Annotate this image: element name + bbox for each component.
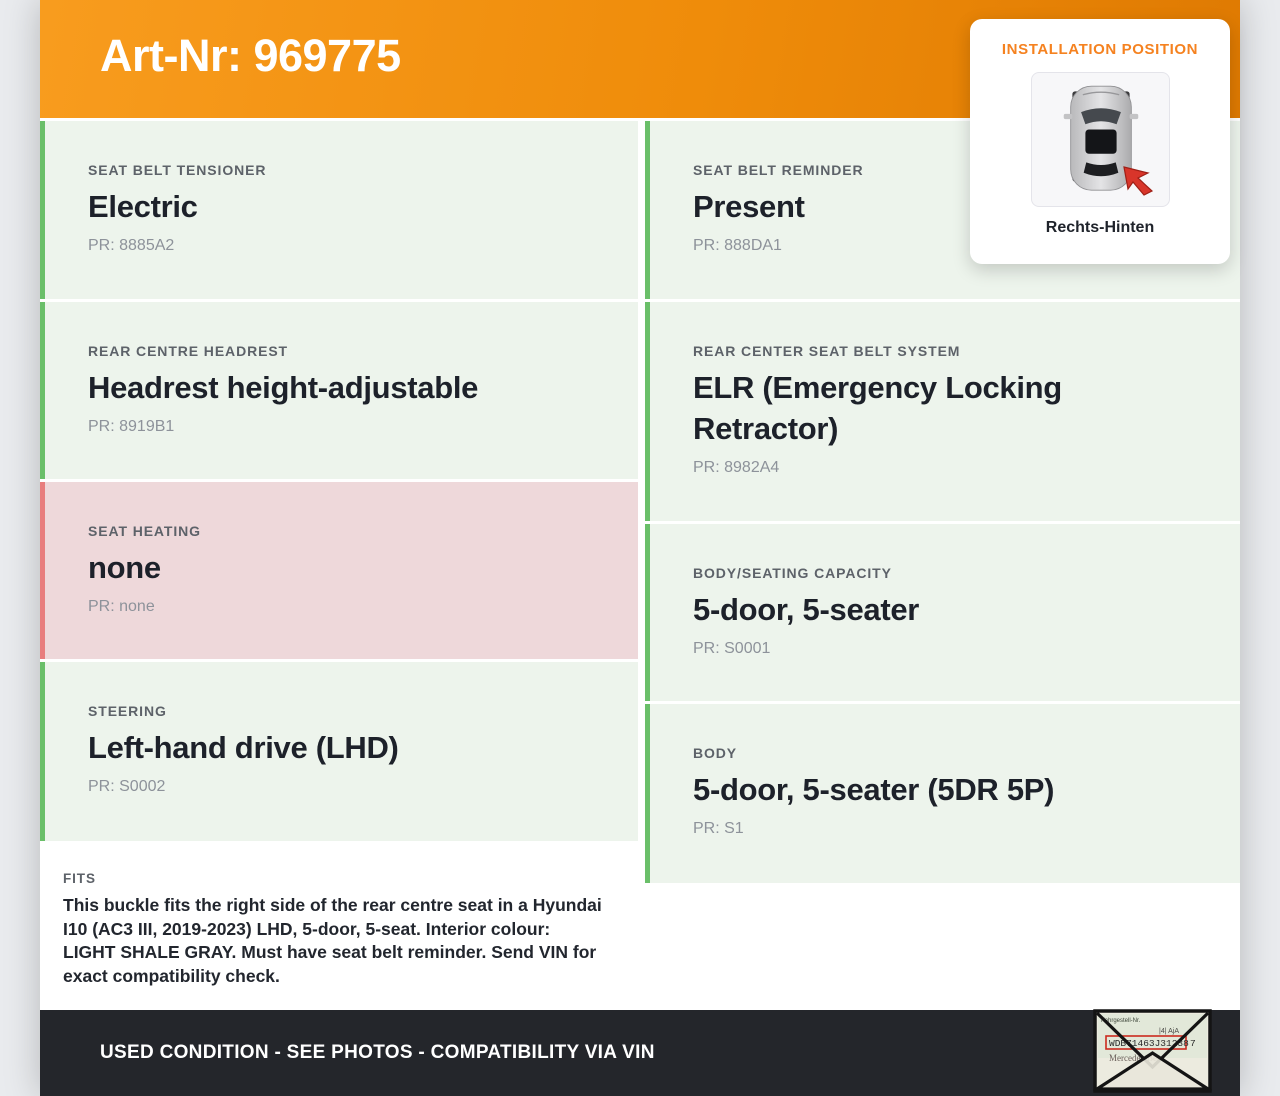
- spec-card-body-seating-capacity: [645, 524, 1240, 701]
- fits-label: FITS: [63, 871, 96, 886]
- condition-footer-bar: [40, 1010, 1240, 1096]
- fits-description: This buckle fits the right side of the rear centre seat in a Hyundai I10 (AC3 III, 2019-2023) LHD, 5-door, 5-seat. Interior colour: LIGHT SHALE GRAY. Must have seat belt reminder. Send VIN for exact compatibility check.: [63, 895, 602, 986]
- registration-envelope-icon: [1093, 1009, 1212, 1093]
- spec-value: 5-door, 5-seater: [693, 592, 920, 627]
- spec-card-rear-center-seat-belt-system: [645, 302, 1240, 521]
- spec-label: SEAT BELT TENSIONER: [88, 162, 267, 178]
- spec-pr-code: PR: none: [88, 597, 155, 615]
- spec-label: REAR CENTRE HEADREST: [88, 343, 289, 359]
- spec-pr-code: PR: S0001: [693, 639, 771, 657]
- spec-value: none: [88, 550, 161, 585]
- article-number-title: Art-Nr: 969775: [100, 30, 401, 81]
- spec-value: ELR (Emergency Locking Retractor): [693, 370, 1062, 446]
- condition-footer-text: USED CONDITION - SEE PHOTOS - COMPATIBILITY VIA VIN: [100, 1042, 655, 1063]
- spec-label: STEERING: [88, 703, 167, 719]
- spec-column-left: [40, 121, 638, 1009]
- installation-position-title: INSTALLATION POSITION: [1001, 41, 1199, 58]
- spec-pr-code: PR: 888DA1: [693, 236, 782, 254]
- stamp-doc-label: Fahrgestell-Nr.: [1101, 1018, 1141, 1024]
- spec-value: Present: [693, 189, 805, 224]
- spec-value: 5-door, 5-seater (5DR 5P): [693, 772, 1055, 807]
- stamp-brand: Mercedes-Benz: [1109, 1053, 1166, 1063]
- spec-label: BODY/SEATING CAPACITY: [693, 565, 892, 581]
- spec-pr-code: PR: 8885A2: [88, 236, 175, 254]
- spec-pr-code: PR: S0002: [88, 777, 166, 795]
- spec-card-rear-centre-headrest: [40, 302, 638, 479]
- spec-pr-code: PR: S1: [693, 819, 744, 837]
- red-position-arrow-icon: [1121, 164, 1157, 196]
- stamp-vin-suffix: 7: [1190, 1038, 1196, 1049]
- listing-sheet: [40, 0, 1240, 1096]
- spec-value: Headrest height-adjustable: [88, 370, 479, 405]
- spec-card-steering: [40, 662, 638, 841]
- installation-position-caption: Rechts-Hinten: [1045, 219, 1155, 236]
- spec-label: REAR CENTER SEAT BELT SYSTEM: [693, 343, 961, 359]
- spec-value: Left-hand drive (LHD): [88, 730, 399, 765]
- stamp-vin: WDB71463J31238: [1109, 1038, 1189, 1049]
- spec-label: SEAT HEATING: [88, 523, 201, 539]
- spec-pr-code: PR: 8919B1: [88, 417, 175, 435]
- spec-value: Electric: [88, 189, 198, 224]
- spec-card-body: [645, 704, 1240, 883]
- spec-label: SEAT BELT REMINDER: [693, 162, 864, 178]
- installation-position-card: [970, 19, 1230, 264]
- spec-pr-code: PR: 8982A4: [693, 458, 780, 476]
- installation-position-image: [1031, 72, 1170, 207]
- spec-card-seat-heating: [40, 482, 638, 659]
- spec-label: BODY: [693, 745, 738, 761]
- svg-text:|4| AjA: |4| AjA: [1159, 1028, 1179, 1035]
- spec-card-seat-belt-tensioner: [40, 121, 638, 299]
- fits-card: [40, 844, 638, 1009]
